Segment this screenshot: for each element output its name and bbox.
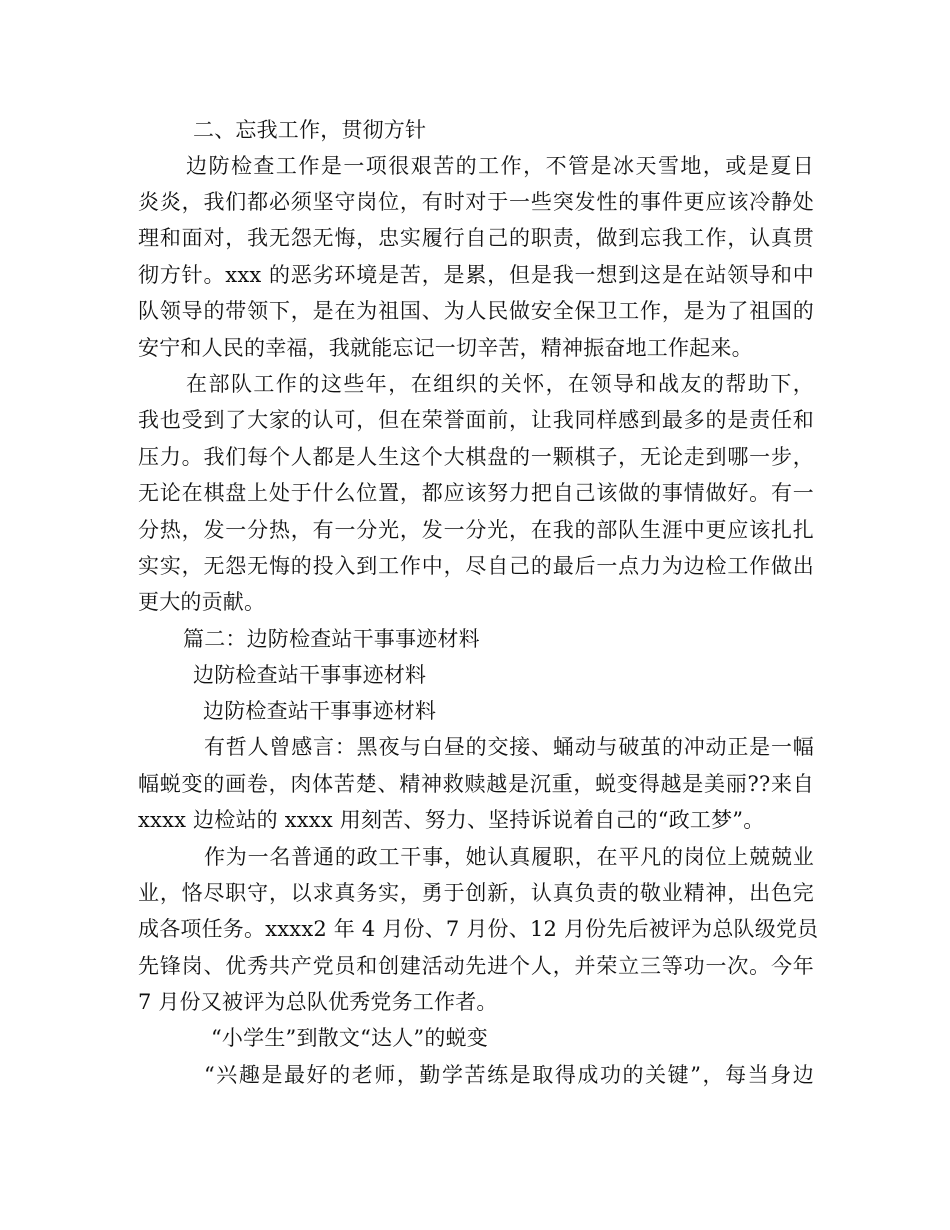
paragraph-line: 无论在棋盘上处于什么位置，都应该努力把自己该做的事情做好。有一 bbox=[138, 481, 814, 505]
paragraph-line: 安宁和人民的幸福，我就能忘记一切辛苦，精神振奋地工作起来。 bbox=[138, 336, 753, 360]
paragraph-line: 作为一名普通的政工干事，她认真履职，在平凡的岗位上兢兢业 bbox=[204, 845, 814, 869]
paragraph-line: 炎炎，我们都必须坚守岗位，有时对于一些突发性的事件更应该冷静处 bbox=[138, 190, 814, 214]
paragraph-line: 我也受到了大家的认可，但在荣誉面前，让我同样感到最多的是责任和 bbox=[138, 408, 814, 432]
paragraph-line: 业，恪尽职守，以求真务实，勇于创新，认真负责的敬业精神，出色完 bbox=[138, 881, 814, 905]
document-title: 边防检查站干事事迹材料 bbox=[193, 663, 427, 687]
paragraph-line: 更大的贡献。 bbox=[138, 590, 266, 614]
section-subheading: “小学生”到散文“达人”的蜕变 bbox=[211, 1026, 488, 1050]
chapter-heading: 篇二：边防检查站干事事迹材料 bbox=[183, 627, 480, 651]
paragraph-line: xxxx 边检站的 xxxx 用刻苦、努力、坚持诉说着自己的“政工梦”。 bbox=[138, 808, 765, 832]
paragraph-line: “兴趣是最好的老师，勤学苦练是取得成功的关键”，每当身边 bbox=[204, 1063, 814, 1087]
paragraph-line: 理和面对，我无怨无悔，忠实履行自己的职责，做到忘我工作，认真贯 bbox=[138, 226, 814, 250]
paragraph-line: 先锋岗、优秀共产党员和创建活动先进个人，并荣立三等功一次。今年 bbox=[138, 954, 814, 978]
paragraph-line: 分热，发一分热，有一分光，发一分光，在我的部队生涯中更应该扎扎 bbox=[138, 518, 814, 542]
paragraph-line: 实实，无怨无悔的投入到工作中，尽自己的最后一点力为边检工作做出 bbox=[138, 554, 814, 578]
paragraph-line: 压力。我们每个人都是人生这个大棋盘的一颗棋子，无论走到哪一步， bbox=[138, 445, 814, 469]
paragraph-line: 成各项任务。xxxx2 年 4 月份、7 月份、12 月份先后被评为总队级党员 bbox=[138, 917, 819, 941]
paragraph-line: 边防检查工作是一项很艰苦的工作，不管是冰天雪地，或是夏日 bbox=[186, 154, 814, 178]
paragraph-line: 有哲人曾感言：黑夜与白昼的交接、蛹动与破茧的冲动正是一幅 bbox=[204, 735, 814, 759]
paragraph-line: 彻方针。xxx 的恶劣环境是苦，是累，但是我一想到这是在站领导和中 bbox=[138, 263, 814, 287]
paragraph-line: 幅蜕变的画卷，肉体苦楚、精神救赎越是沉重，蜕变得越是美丽??来自 bbox=[138, 772, 814, 796]
section-heading: 二、忘我工作，贯彻方针 bbox=[193, 118, 427, 142]
paragraph-line: 在部队工作的这些年，在组织的关怀，在领导和战友的帮助下， bbox=[186, 372, 814, 396]
document-subtitle: 边防检查站干事事迹材料 bbox=[203, 699, 437, 723]
paragraph-line: 队领导的带领下，是在为祖国、为人民做安全保卫工作，是为了祖国的 bbox=[138, 299, 814, 323]
paragraph-line: 7 月份又被评为总队优秀党务工作者。 bbox=[138, 990, 498, 1014]
